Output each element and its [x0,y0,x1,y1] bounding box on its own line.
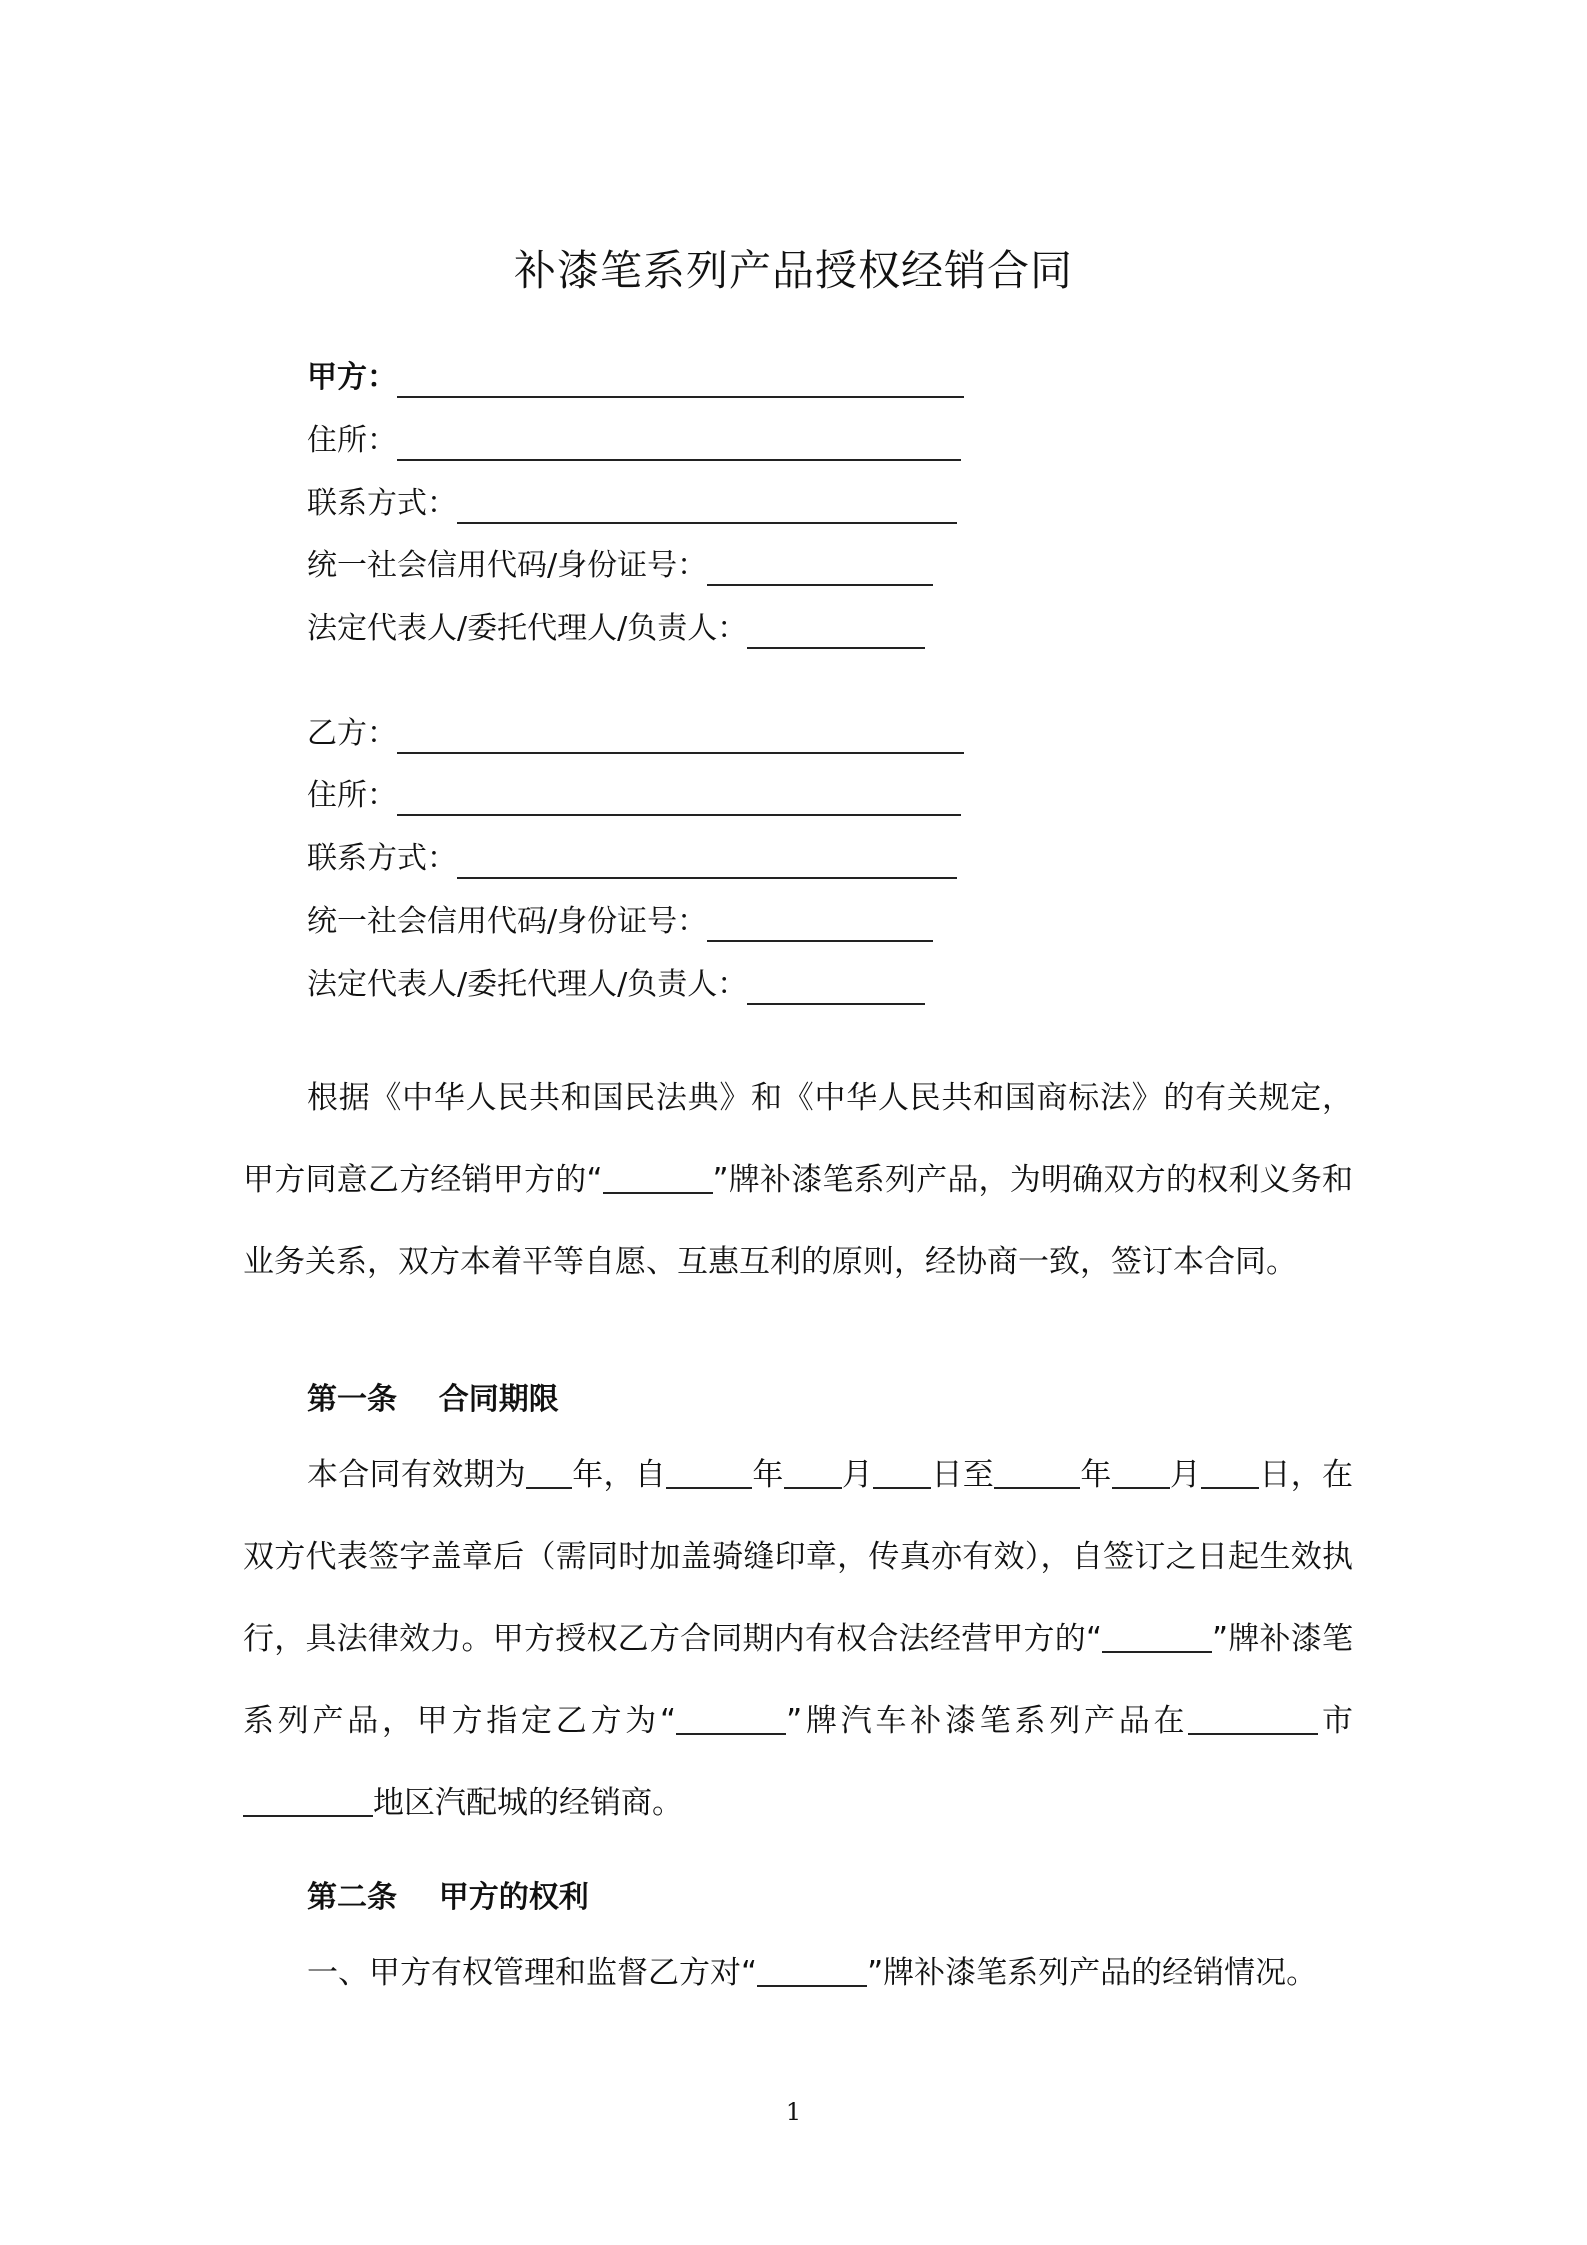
party-a-contact-label: 联系方式： [307,486,457,521]
article-1-text: 月 [841,1457,874,1493]
party-b-address-label: 住所： [307,778,397,813]
party-b-representative-field [307,965,925,1005]
party-b-credit-code-blank[interactable] [707,906,933,942]
article-1-text: 日至 [931,1457,995,1493]
article-1-heading: 第一条 合同期限 [307,1382,559,1417]
article-1-text: ”牌补漆笔系列产品，甲方指定乙方为“ [243,1621,1353,1739]
party-b-address-field [307,776,961,816]
party-b-credit-code-label: 统一社会信用代码/身份证号： [307,904,708,939]
start-year-blank[interactable] [666,1457,752,1489]
preamble-text-2: ”牌补漆笔系列产品，为明确双方的权利义务和业务关系，双方本着平等自愿、互惠互利的原则，经协商一致，签订本合同。 [243,1162,1353,1280]
article-1-text: 年，自 [571,1457,667,1493]
party-b-address-blank[interactable] [397,780,961,816]
term-years-blank[interactable] [526,1457,572,1489]
party-b-representative-label: 法定代表人/委托代理人/负责人： [307,967,748,1002]
party-a-name-field [307,358,964,398]
article-1-text: 月 [1169,1457,1202,1493]
party-a-name-blank[interactable] [397,362,964,398]
end-month-blank[interactable] [1112,1457,1170,1489]
party-a-address-field [307,421,961,461]
preamble-text-1: 根据《中华人民共和国民法典》和《中华人民共和国商标法》的有关规定，甲方同意乙方经销甲方的“ [243,1080,1353,1198]
article-2-heading: 第二条 甲方的权利 [307,1880,589,1915]
party-a-contact-blank[interactable] [457,488,957,524]
party-b-name-field [307,714,964,754]
party-a-contact-field [307,484,957,524]
party-b-name-label: 乙方： [307,716,397,751]
party-a-credit-code-field [307,546,933,586]
party-a-representative-field [307,609,925,649]
end-year-blank[interactable] [994,1457,1080,1489]
article-1-text: 年 [1080,1457,1112,1493]
city-blank[interactable] [243,1785,373,1817]
start-month-blank[interactable] [784,1457,842,1489]
article-1-text: 年 [752,1457,784,1493]
start-day-blank[interactable] [873,1457,931,1489]
article-2-text: 一、甲方有权管理和监督乙方对“ [307,1955,758,1991]
party-a-address-label: 住所： [307,423,397,458]
article-1-text: 日，在双方代表签字盖章后（需同时加盖骑缝印章，传真亦有效），自签订之日起生效执行，具法律效力。甲方授权乙方合同期内有权合法经营甲方的“ [243,1457,1354,1657]
party-a-representative-blank[interactable] [747,613,925,649]
article-2-text: ”牌补漆笔系列产品的经销情况。 [867,1955,1318,1991]
party-a-address-blank[interactable] [397,425,961,461]
party-b-contact-label: 联系方式： [307,841,457,876]
article-2-item-1 [243,1932,1353,2014]
party-b-name-blank[interactable] [397,718,964,754]
preamble-paragraph [243,1057,1353,1303]
party-a-credit-code-label: 统一社会信用代码/身份证号： [307,548,708,583]
party-b-credit-code-field [307,902,933,942]
party-b-contact-field [307,839,957,879]
article-1-text: 本合同有效期为 [307,1457,526,1493]
page-number: 1 [785,2098,802,2126]
party-a-name-label: 甲方： [307,360,397,395]
article-1-text: 市 [1318,1703,1354,1739]
article-1-paragraph [243,1434,1353,1844]
party-b-representative-blank[interactable] [747,969,925,1005]
party-a-representative-label: 法定代表人/委托代理人/负责人： [307,611,748,646]
region-blank[interactable] [1188,1703,1318,1735]
party-b-contact-blank[interactable] [457,843,957,879]
brand-blank[interactable] [676,1703,786,1735]
end-day-blank[interactable] [1201,1457,1259,1489]
brand-blank[interactable] [603,1162,713,1194]
brand-blank[interactable] [1102,1621,1212,1653]
party-a-credit-code-blank[interactable] [707,550,933,586]
article-1-text: ”牌汽车补漆笔系列产品在 [786,1703,1189,1739]
brand-blank[interactable] [757,1955,867,1987]
document-title: 补漆笔系列产品授权经销合同 [513,246,1073,295]
article-1-text: 地区汽配城的经销商。 [373,1785,683,1821]
